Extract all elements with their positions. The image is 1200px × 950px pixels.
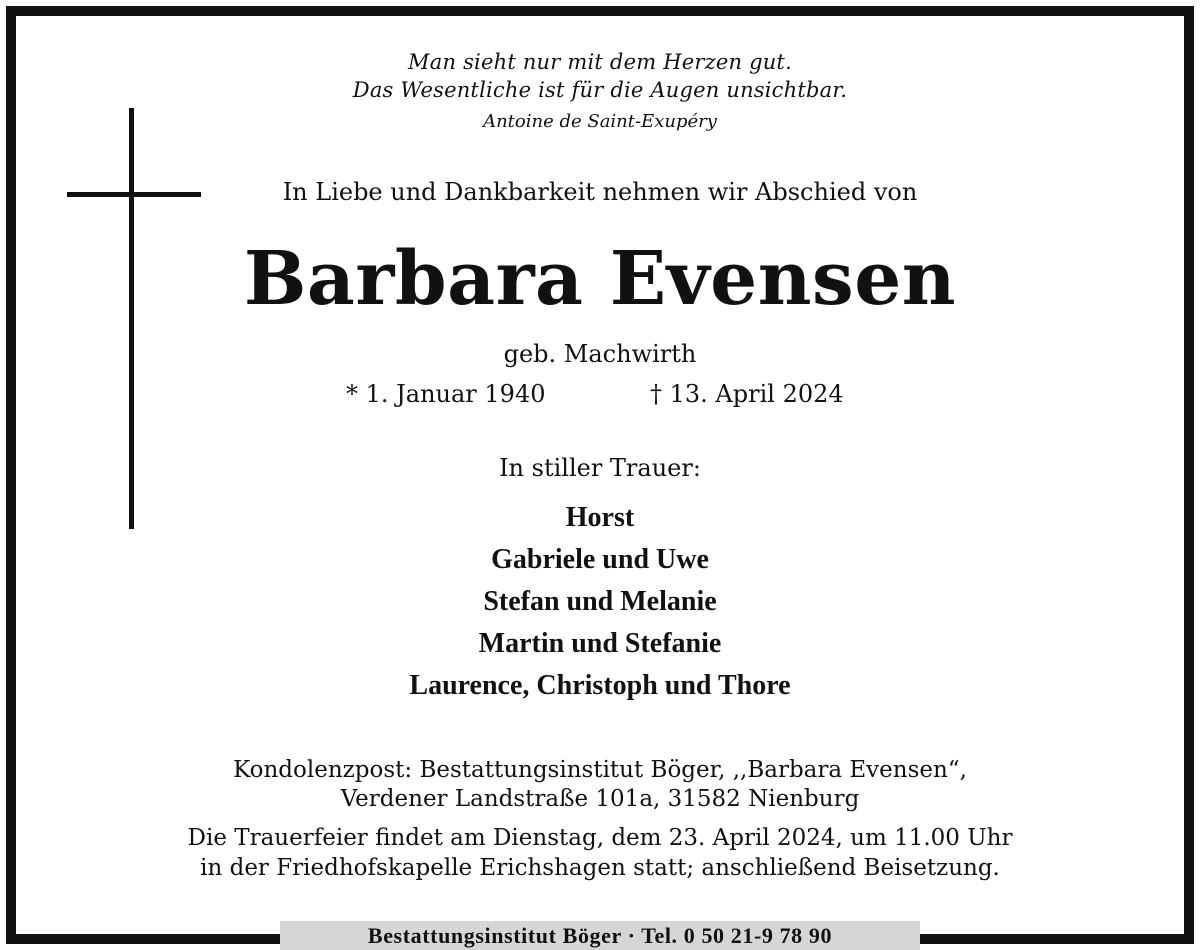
ceremony-line-2: in der Friedhofskapelle Erichshagen statt; anschließend Beisetzung. xyxy=(200,855,1000,881)
deceased-name: Barbara Evensen xyxy=(243,236,957,322)
quote-line-1: Man sieht nur mit dem Herzen gut. xyxy=(408,50,792,74)
ceremony-line-1: Die Trauerfeier findet am Dienstag, dem 23. April 2024, um 11.00 Uhr xyxy=(187,825,1013,851)
footer-contact: Bestattungsinstitut Böger · Tel. 0 50 21-9 78 90 xyxy=(280,921,920,950)
quote-author: Antoine de Saint-Exupéry xyxy=(483,111,717,132)
mourner-2: Gabriele und Uwe xyxy=(491,544,709,575)
mourner-3: Stefan und Melanie xyxy=(483,586,717,617)
quote-line-2: Das Wesentliche ist für die Augen unsichtbar. xyxy=(352,78,848,102)
mourner-1: Horst xyxy=(565,502,635,533)
death-date: † 13. April 2024 xyxy=(650,380,844,408)
mourner-4: Martin und Stefanie xyxy=(478,628,722,659)
intro-text: In Liebe und Dankbarkeit nehmen wir Abschied von xyxy=(282,178,918,206)
condolence-line-2: Verdener Landstraße 101a, 31582 Nienburg xyxy=(340,786,860,812)
mourning-heading: In stiller Trauer: xyxy=(499,454,701,482)
birth-date: * 1. Januar 1940 xyxy=(346,380,546,408)
condolence-line-1: Kondolenzpost: Bestattungsinstitut Böger, ,,Barbara Evensen“, xyxy=(233,757,967,783)
mourner-5: Laurence, Christoph und Thore xyxy=(409,670,791,701)
birth-name: geb. Machwirth xyxy=(503,340,697,368)
